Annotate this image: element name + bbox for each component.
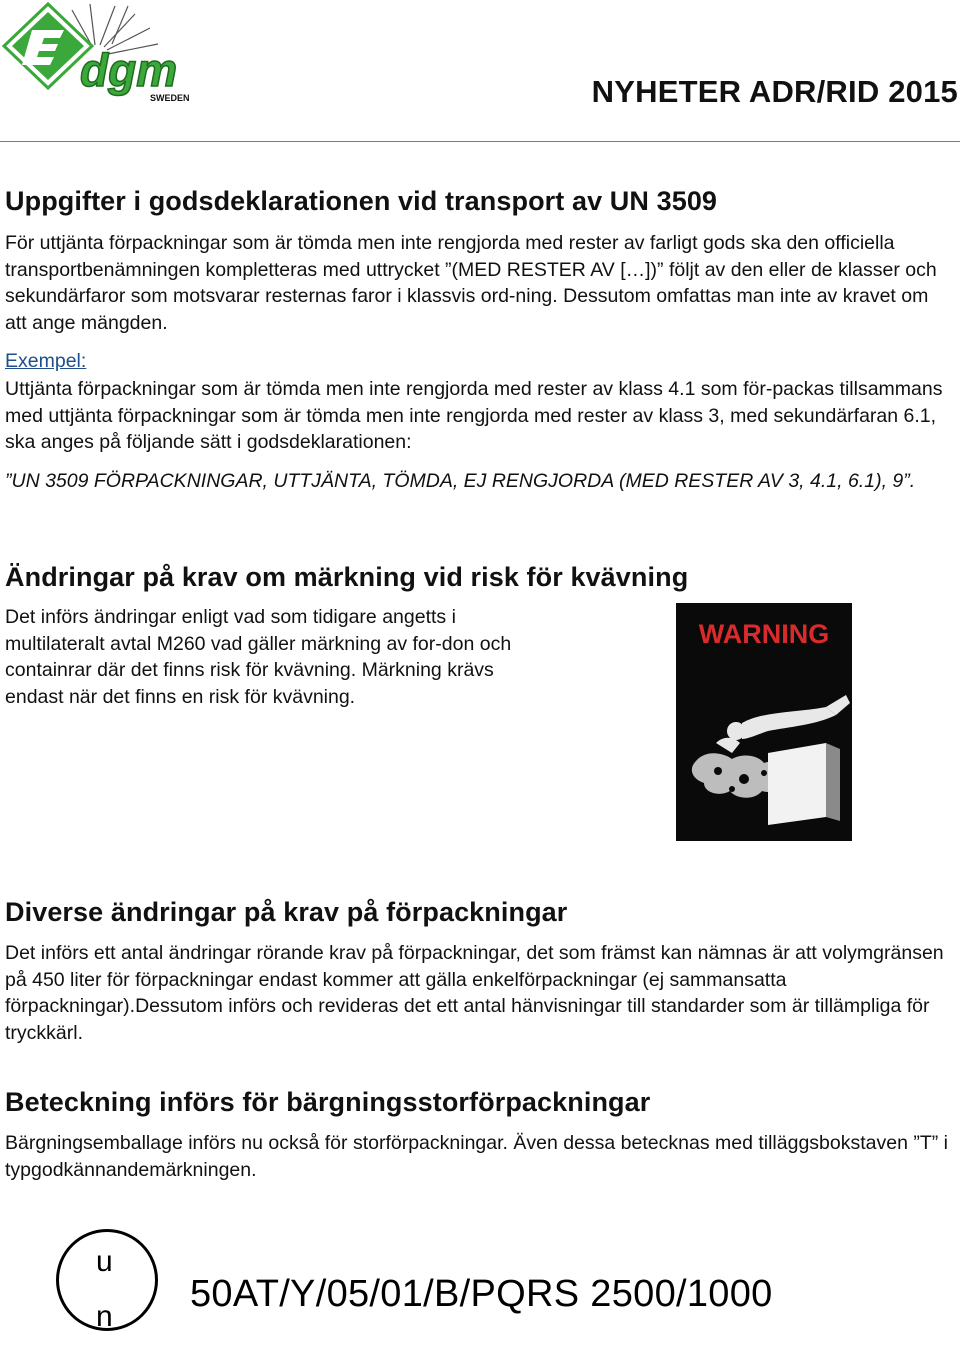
section-body-forpackningar: Det införs ett antal ändringar rörande krav på förpackningar, det som främst kan nämnas är att volymgränsen på 450 liter för förpackningar endast kommer att gälla enkelförpackningar (ej sammansatta förpackningar).Dessutom införs och revideras det ett antal hänvisningar till standarder som är tillämpliga för tryckkärl. [5,942,944,1045]
section-title-godsdeklaration: Uppgifter i godsdeklarationen vid transport av UN 3509 [5,186,718,216]
example-quote: ”UN 3509 FÖRPACKNINGAR, UTTJÄNTA, TÖMDA, EJ RENGJORDA (MED RESTER AV 3, 4.1, 6.1), 9”. [5,470,916,492]
example-label: Exempel: [5,350,87,372]
edgm-logo [0,0,215,105]
section-title-bargning: Beteckning införs för bärgningsstorförpackningar [5,1087,651,1117]
logo-subtext: SWEDEN [150,93,190,103]
section-body-bargning: Bärgningsemballage införs nu också för storförpackningar. Även dessa betecknas med tilläggsbokstaven ”T” i typgodkännandemärkningen. [5,1132,948,1181]
page-title: NYHETER ADR/RID 2015 [591,74,958,109]
warning-sign-text: WARNING [698,619,830,649]
header-divider [0,141,960,142]
un-marking-code: 50AT/Y/05/01/B/PQRS 2500/1000 [190,1273,773,1315]
section-body-kvavning: Det införs ändringar enligt vad som tidigare angetts i multilateralt avtal M260 vad gäller märkning av for-don och containrar där det finns risk för kvävning. Märkning krävs endast när det finns en risk för kvävning. [5,606,512,709]
section-title-forpackningar: Diverse ändringar på krav på förpackningar [5,897,568,927]
un-symbol-letter-n: n [96,1300,113,1333]
section-body-godsdeklaration: För uttjänta förpackningar som är tömda men inte rengjorda med rester av farligt gods ska den officiella transportbenämningen kompletteras med uttrycket ”(MED RESTER AV […])” följt av den eller de klasser och sekundärfaror som motsvarar resternas faror i klassvis ord-ning. Dessutom omfattas man inte av kravet om att ange mängden. [5,232,937,335]
logo-text: dgm [80,44,178,96]
asphyxiation-warning-sign [676,603,852,841]
example-body: Uttjänta förpackningar som är tömda men inte rengjorda med rester av klass 4.1 som för-packas tillsammans med uttjänta förpackningar som är tömda men inte rengjorda med rester av klass 3, med sekundärfaran 6.1, ska anges på följande sätt i godsdeklarationen: [5,378,943,454]
un-symbol-letter-u: u [96,1245,113,1278]
section-title-kvavning: Ändringar på krav om märkning vid risk för kvävning [5,562,689,592]
